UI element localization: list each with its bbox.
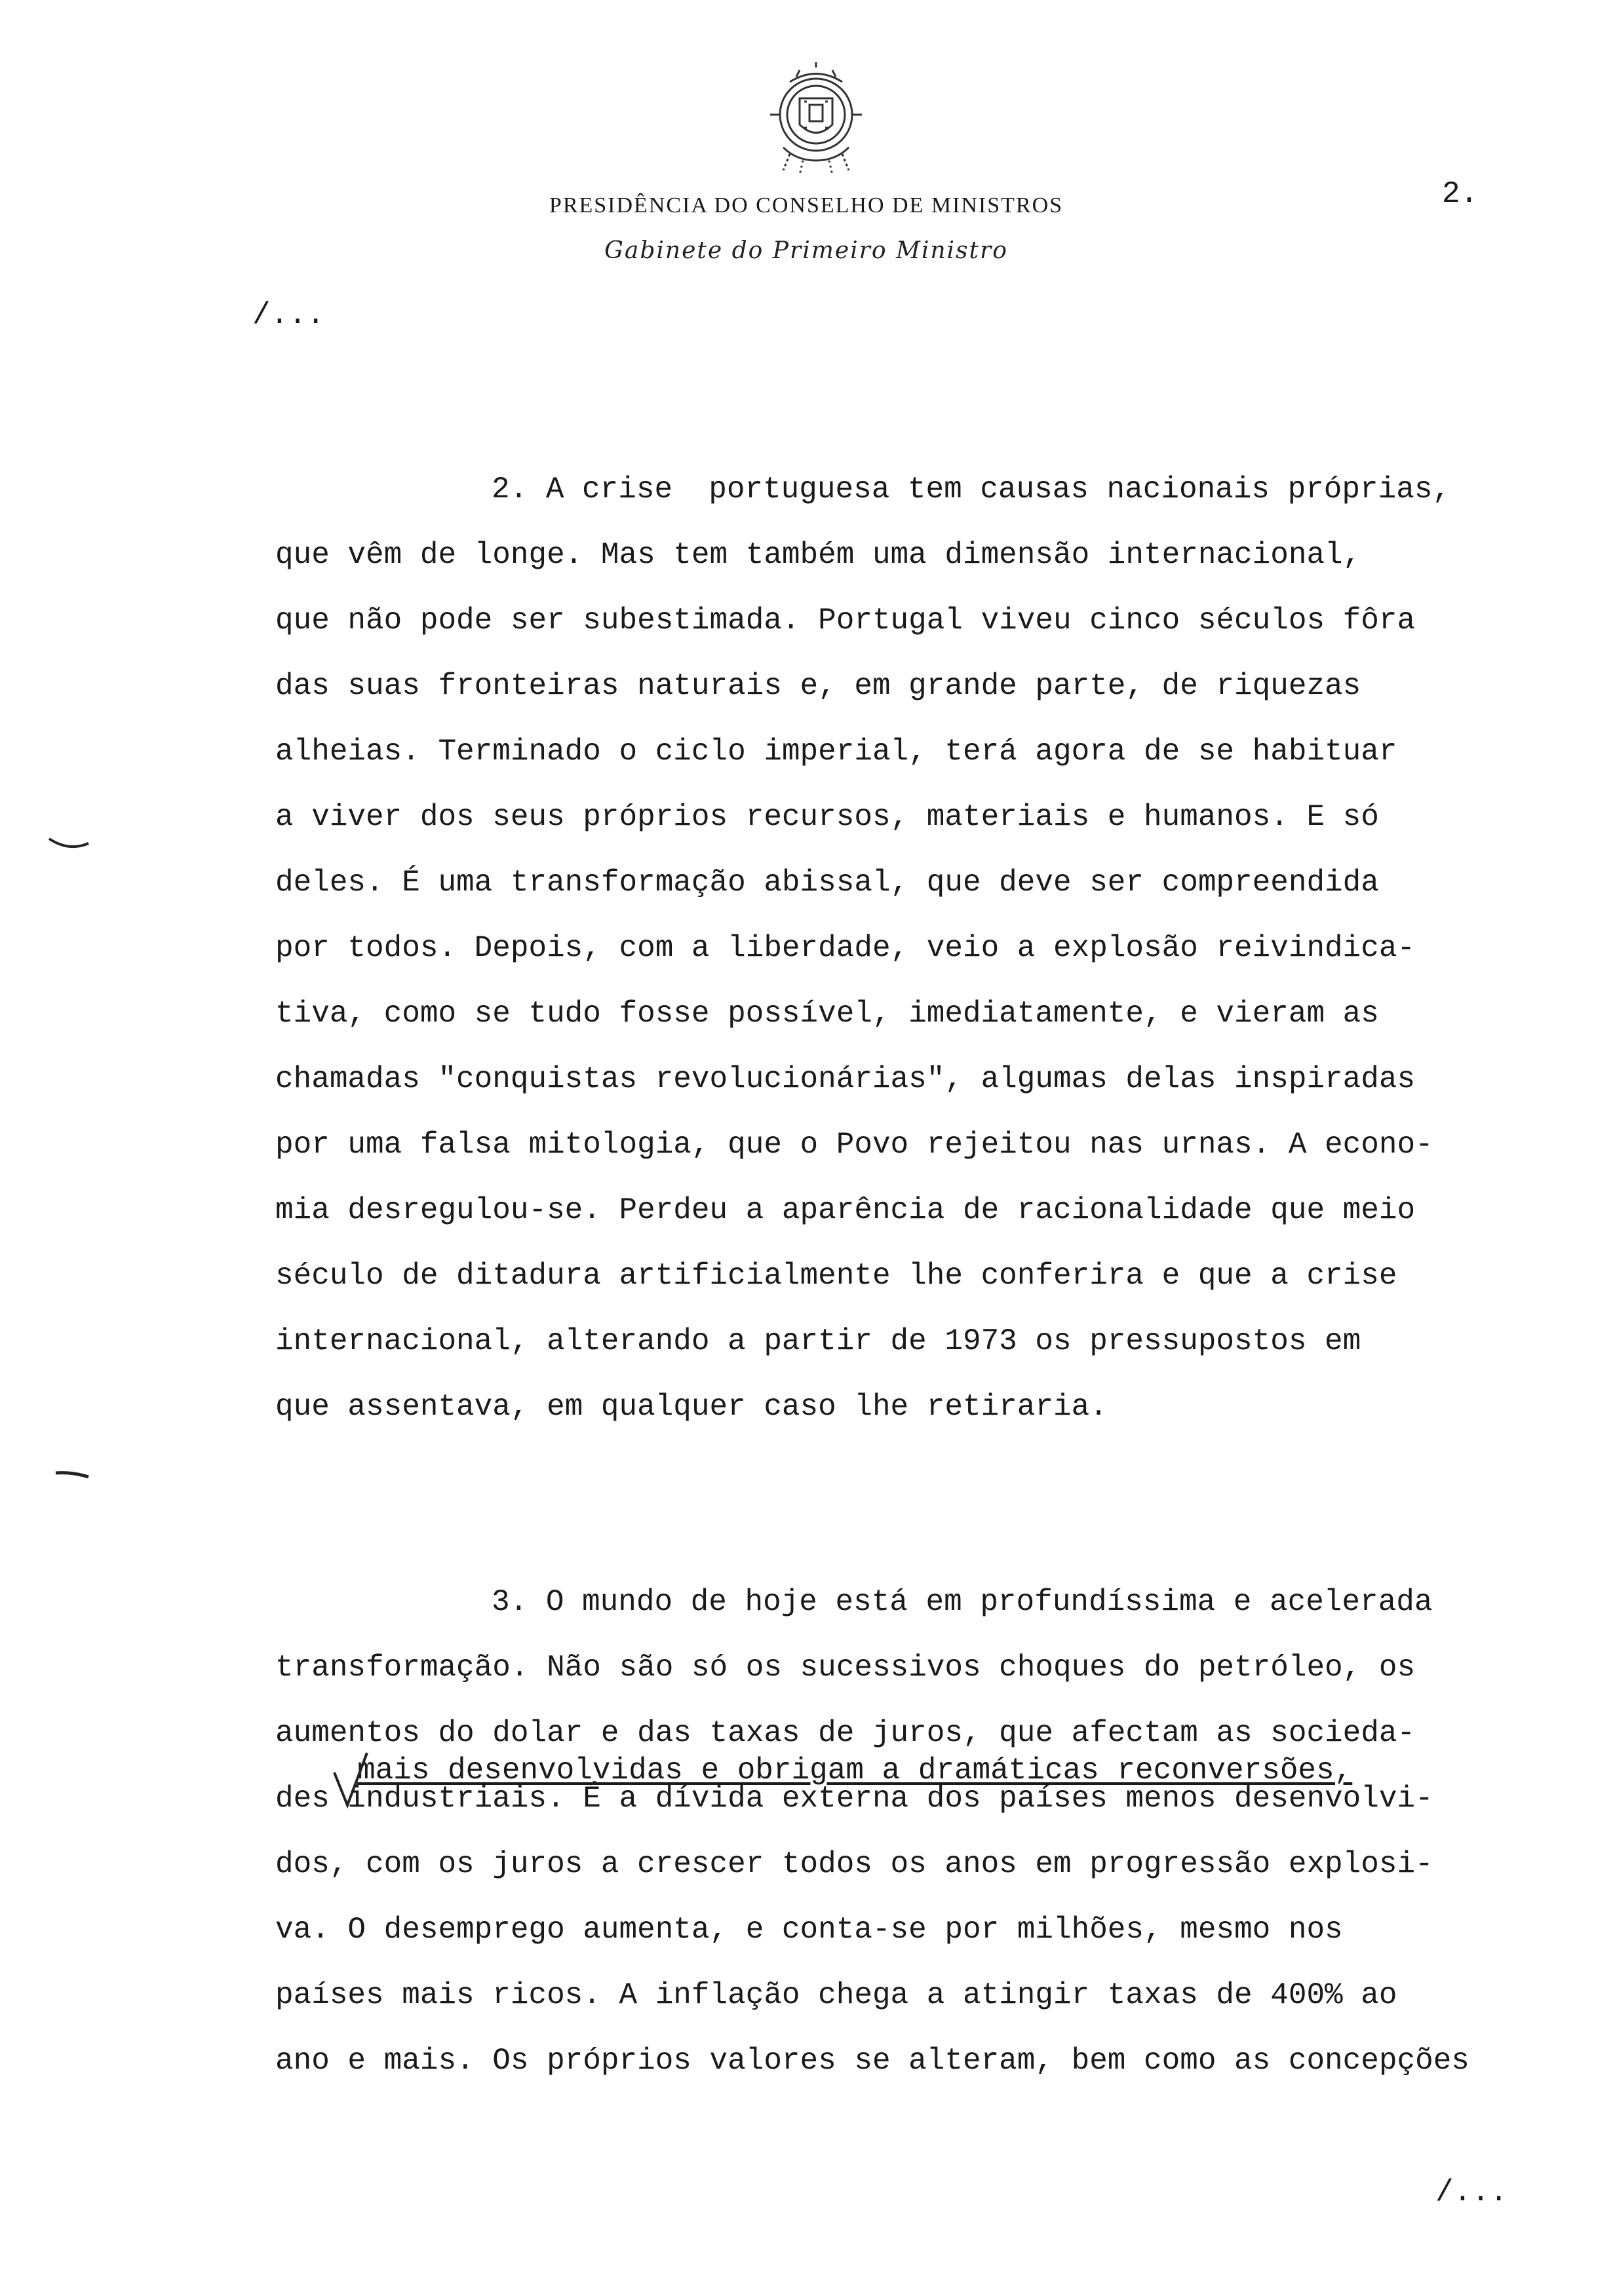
paragraph-3-line: transformação. Não são só os sucessivos choques do petróleo, os [275,1651,1416,1685]
paragraph-2-line: deles. É uma transformação abissal, que deve ser compreendida [275,866,1379,900]
paragraph-3-line: va. O desemprego aumenta, e conta-se por milhões, mesmo nos [275,1913,1343,1947]
paragraph-2-line: chamadas "conquistas revolucionárias", algumas delas inspiradas [275,1062,1416,1096]
coat-of-arms-seal [764,62,868,180]
paragraph-3-line: ano e mais. Os próprios valores se alteram, bem como as concepções [275,2044,1469,2078]
paragraph-2-line: mia desregulou-se. Perdeu a aparência de racionalidade que meio [275,1193,1416,1227]
paragraph-3-line: aumentos do dolar e das taxas de juros, que afectam as socieda- [275,1716,1416,1750]
paragraph-2-line: século de ditadura artificialmente lhe conferira e que a crise [275,1259,1397,1293]
paragraph-2-line: que não pode ser subestimada. Portugal viveu cinco séculos fôra [275,603,1416,638]
paragraph-3-line: des industriais. É a dívida externa dos países menos desenvolvi- [275,1782,1433,1816]
paragraph-2-line: por uma falsa mitologia, que o Povo rejeitou nas urnas. A econo- [275,1128,1433,1162]
paragraph-3-line: 3. O mundo de hoje está em profundíssima e acelerada [492,1585,1433,1619]
paragraph-3-line: países mais ricos. A inflação chega a atingir taxas de 400% ao [275,1978,1397,2012]
paragraph-2-line: 2. A crise portuguesa tem causas nacionais próprias, [492,472,1451,507]
margin-mark [46,835,92,855]
margin-mark [52,1468,92,1481]
handwritten-insert: mais desenvolvidas e obrigam a dramáticas reconversões, [357,1753,1353,1788]
paragraph-2-line: tiva, como se tudo fosse possível, imediatamente, e vieram as [275,997,1379,1031]
continuation-mark-bottom: /... [1435,2175,1508,2210]
page-number: 2. [1442,177,1479,211]
paragraph-3-line: dos, com os juros a crescer todos os anos em progressão explosi- [275,1847,1433,1881]
header-subtitle: Gabinete do Primeiro Ministro [604,237,1008,264]
paragraph-2-line: por todos. Depois, com a liberdade, veio a explosão reivindica- [275,931,1416,965]
paragraph-2-line: alheias. Terminado o ciclo imperial, terá agora de se habituar [275,735,1397,769]
continuation-mark-top: /... [252,298,325,332]
paragraph-2-line: internacional, alterando a partir de 1973 os pressupostos em [275,1324,1361,1358]
paragraph-2-line: que assentava, em qualquer caso lhe retiraria. [275,1390,1108,1424]
paragraph-2-line: que vêm de longe. Mas tem também uma dimensão internacional, [275,538,1361,572]
header-title: PRESIDÊNCIA DO CONSELHO DE MINISTROS [549,193,1064,218]
paragraph-2-line: a viver dos seus próprios recursos, materiais e humanos. E só [275,800,1379,834]
paragraph-2-line: das suas fronteiras naturais e, em grande parte, de riquezas [275,669,1361,703]
